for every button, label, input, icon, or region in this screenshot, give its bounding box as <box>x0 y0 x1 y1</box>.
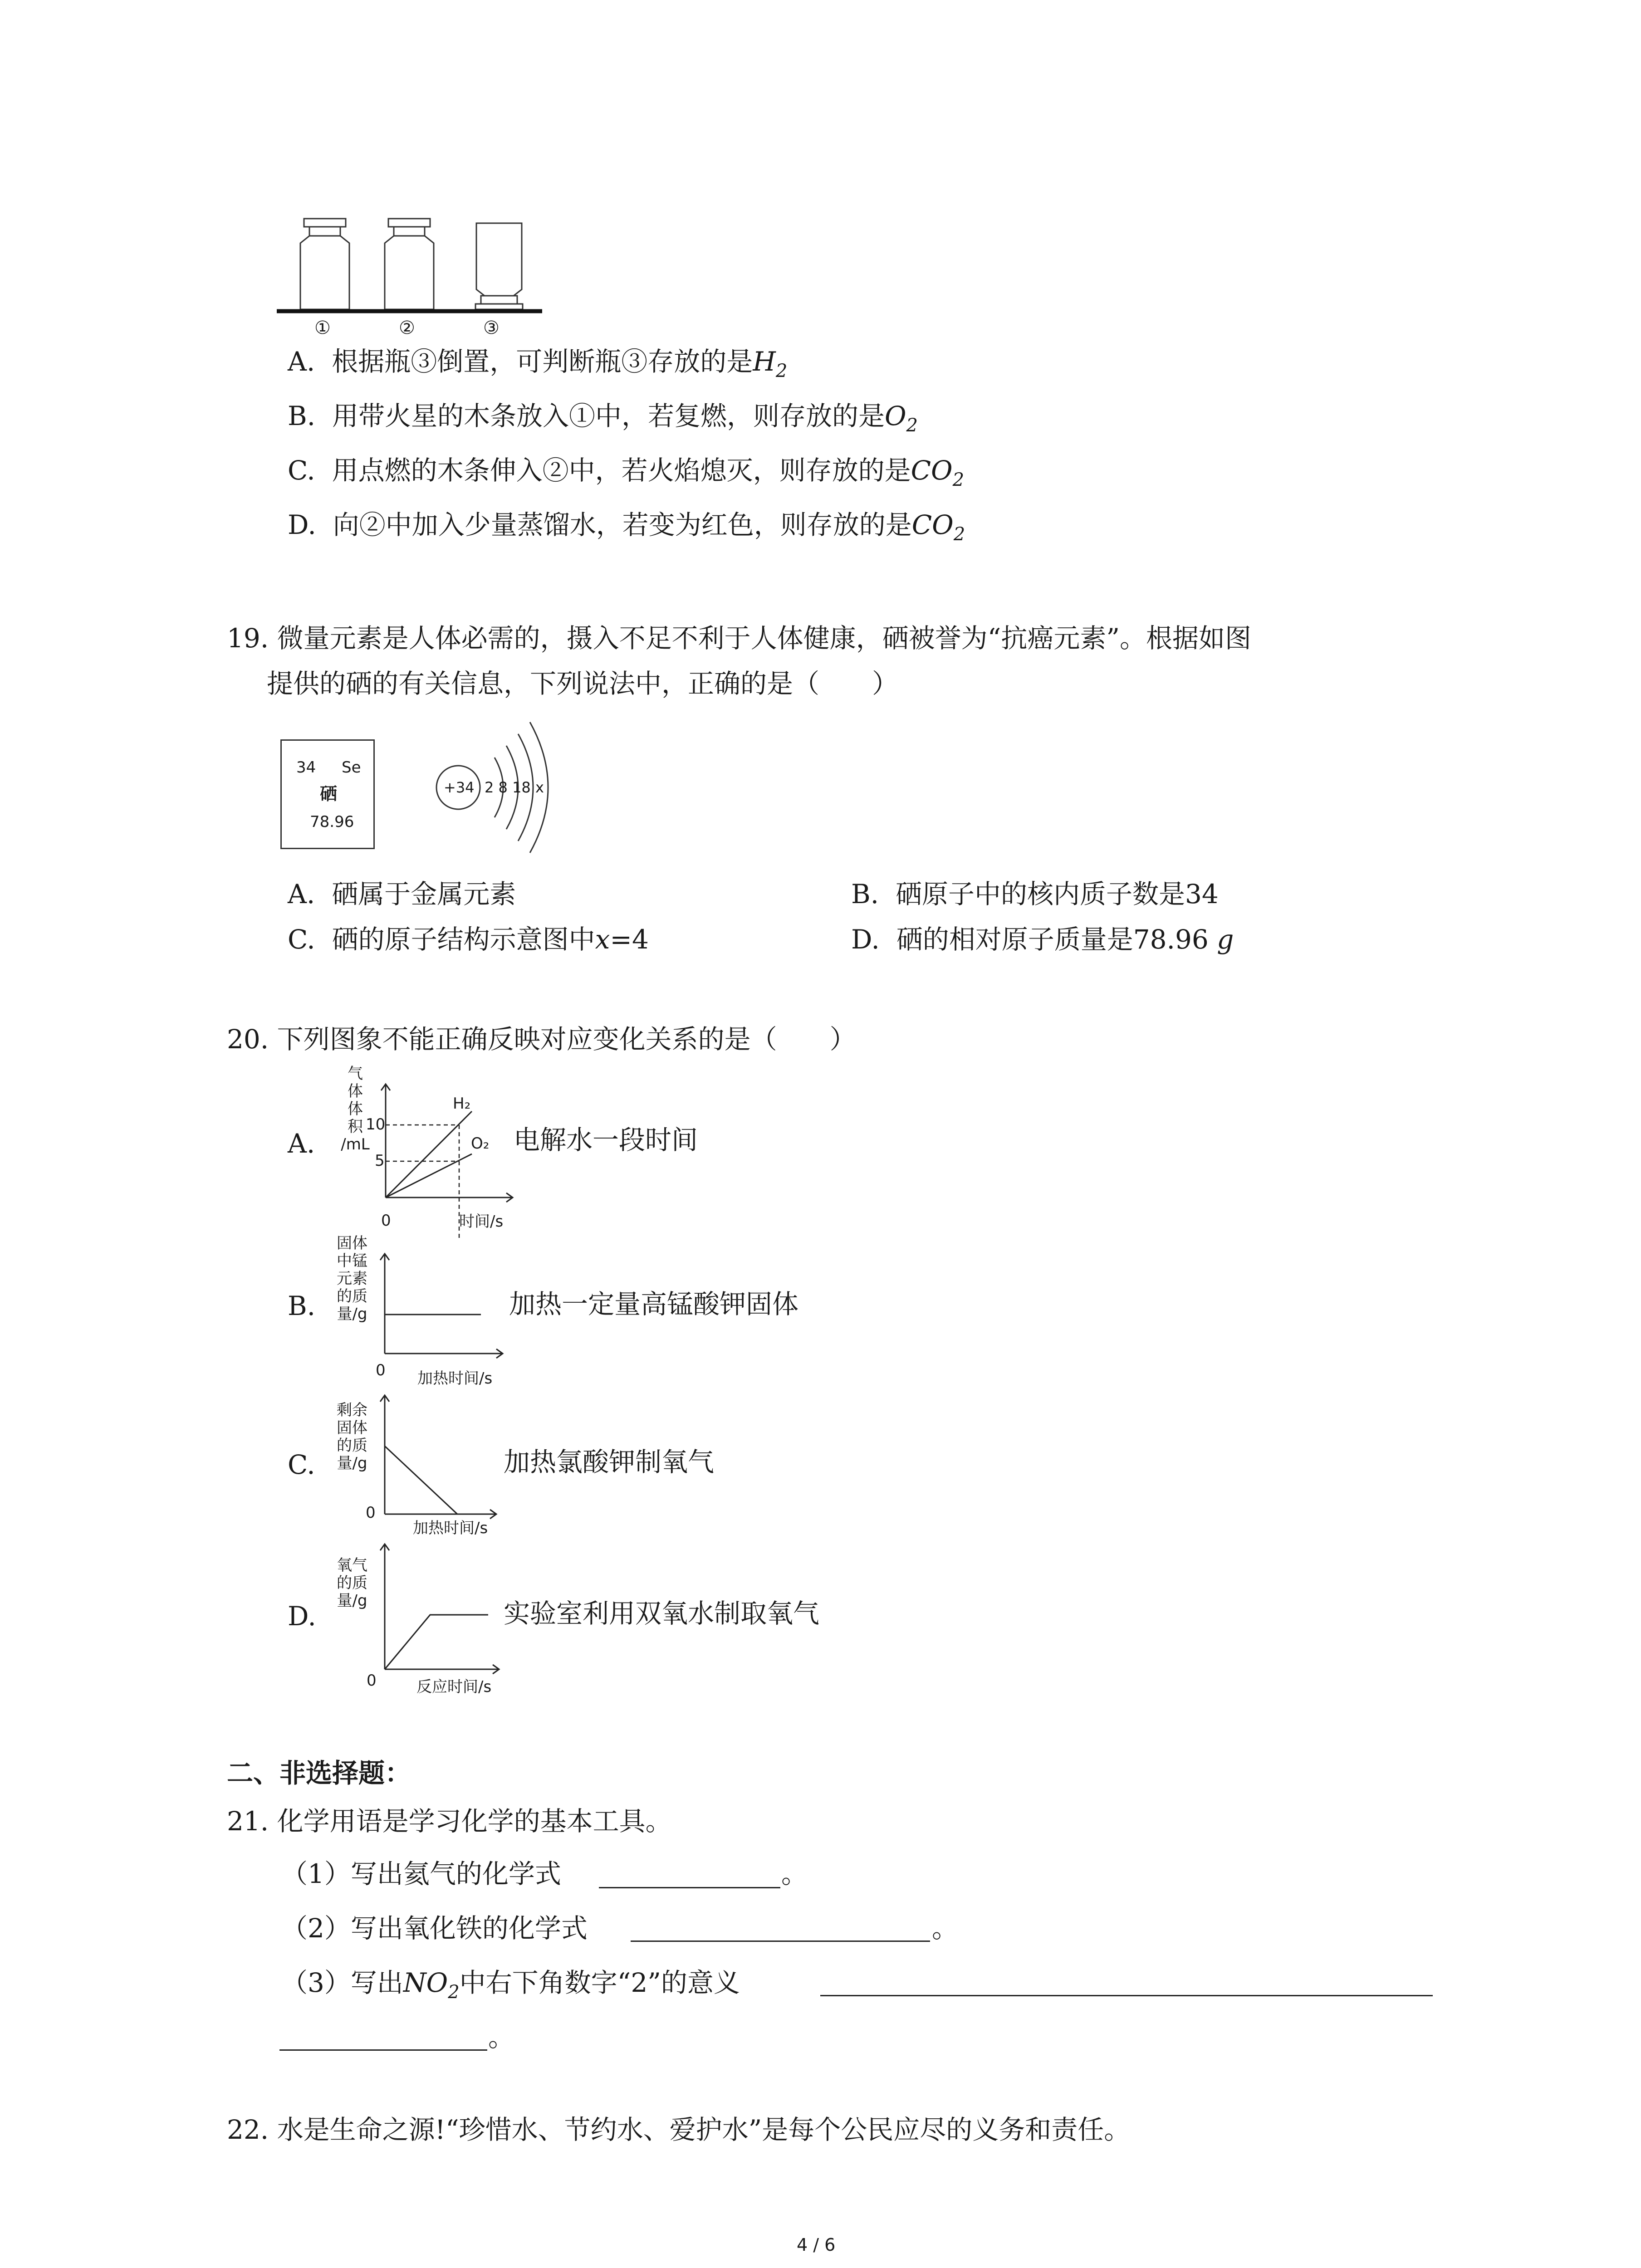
q19-option-c[interactable]: C. 硒的原子结构示意图中x=4 <box>288 924 649 955</box>
q21-sub3-period: 。 <box>488 2022 515 2053</box>
chart-b-ylabel: 固体 中锰 元素 的质 量/g <box>337 1234 367 1324</box>
q20-option-a-desc: 电解水一段时间 <box>514 1124 698 1155</box>
chart-a-ylabel: 气 体 体 积 /mL <box>341 1065 370 1154</box>
chart-a-origin: 0 <box>381 1212 391 1230</box>
chart-b-axes <box>380 1254 516 1372</box>
q18-option-c[interactable]: C. 用点燃的木条伸入②中，若火焰熄灭，则存放的是$CO_2$ <box>288 455 965 490</box>
element-mass: 78.96 <box>310 813 354 831</box>
chart-c-ylabel: 剩余 固体 的质 量/g <box>337 1401 367 1473</box>
chart-a-series-h2: H₂ <box>453 1095 471 1113</box>
q19-stem-line2: 提供的硒的有关信息，下列说法中，正确的是（ ） <box>267 668 899 699</box>
chart-b-xlabel: 加热时间/s <box>417 1369 493 1388</box>
q20-option-b-desc: 加热一定量高锰酸钾固体 <box>509 1289 799 1320</box>
chart-c-origin: 0 <box>366 1504 376 1522</box>
element-name: 硒 <box>320 784 338 804</box>
bottle-label-2: ② <box>399 318 415 338</box>
q21-sub3-answer-blank-line1[interactable] <box>820 1995 1433 1996</box>
atomic-electron-shells: 2 8 18 x <box>485 779 544 796</box>
element-symbol: Se <box>342 758 361 777</box>
q21-sub1-label: （1）写出氦气的化学式 <box>281 1858 561 1889</box>
q21-stem: 21. 化学用语是学习化学的基本工具。 <box>227 1806 672 1837</box>
chart-d-xlabel: 反应时间/s <box>416 1678 492 1696</box>
q19-option-d[interactable]: D. 硒的相对原子质量是78.96 g <box>851 924 1234 955</box>
chart-c-xlabel: 加热时间/s <box>413 1519 488 1537</box>
q21-sub3-label: （3）写出$NO_2$中右下角数字“2”的意义 <box>281 1967 740 2003</box>
element-tile <box>280 739 375 849</box>
bottles-figure <box>277 213 549 331</box>
chart-c-axes <box>380 1395 516 1522</box>
q21-sub2-label: （2）写出氧化铁的化学式 <box>281 1913 588 1944</box>
q21-sub3-answer-blank-line2[interactable] <box>279 2049 487 2051</box>
q19-option-b[interactable]: B. 硒原子中的核内质子数是34 <box>851 879 1219 909</box>
q20-option-d-desc: 实验室利用双氧水制取氧气 <box>504 1598 820 1629</box>
q19-option-a[interactable]: A. 硒属于金属元素 <box>288 879 516 909</box>
q19-stem-line1: 19. 微量元素是人体必需的，摄入不足不利于人体健康，硒被誉为“抗癌元素”。根据如图 <box>227 623 1251 654</box>
section-title: 二、非选择题： <box>227 1758 411 1789</box>
q21-sub1-answer-blank[interactable] <box>599 1887 780 1888</box>
q21-sub2-period: 。 <box>932 1913 959 1944</box>
chart-a-xlabel: 时间/s <box>459 1212 504 1231</box>
chart-d-line <box>385 1615 488 1669</box>
bottle-label-3: ③ <box>483 318 500 338</box>
q20-option-c-letter[interactable]: C. <box>288 1449 315 1480</box>
chart-d-origin: 0 <box>367 1672 377 1690</box>
q20-stem: 20. 下列图象不能正确反映对应变化关系的是（ ） <box>227 1024 856 1055</box>
element-number: 34 <box>296 758 316 777</box>
chart-c-line <box>385 1446 457 1514</box>
page-number: 4 / 6 <box>797 2235 836 2255</box>
q18-option-b[interactable]: B. 用带火星的木条放入①中，若复燃，则存放的是$O_2$ <box>288 401 918 436</box>
bottle-label-1: ① <box>314 318 331 338</box>
q21-sub1-period: 。 <box>781 1858 808 1889</box>
q20-option-c-desc: 加热氯酸钾制氧气 <box>504 1447 715 1477</box>
chart-b-origin: 0 <box>376 1361 386 1379</box>
q20-option-b-letter[interactable]: B. <box>288 1290 316 1321</box>
q18-option-a[interactable]: A. 根据瓶③倒置，可判断瓶③存放的是$H_2$ <box>288 346 788 381</box>
q18-option-d[interactable]: D. 向②中加入少量蒸馏水，若变为红色，则存放的是$CO_2$ <box>288 509 965 545</box>
chart-a-series-o2: O₂ <box>471 1134 490 1153</box>
q20-option-d-letter[interactable]: D. <box>288 1601 316 1632</box>
atomic-nucleus-charge: +34 <box>444 779 475 796</box>
chart-d-ylabel: 氧气 的质 量/g <box>337 1556 367 1610</box>
chart-a-tick-5: 5 <box>375 1152 385 1170</box>
chart-d-axes <box>380 1544 516 1676</box>
q21-sub2-answer-blank[interactable] <box>631 1941 930 1942</box>
q20-option-a-letter[interactable]: A. <box>288 1128 315 1159</box>
q22-stem: 22. 水是生命之源!“珍惜水、节约水、爱护水”是每个公民应尽的义务和责任。 <box>227 2114 1131 2145</box>
chart-a-tick-10: 10 <box>366 1115 386 1134</box>
